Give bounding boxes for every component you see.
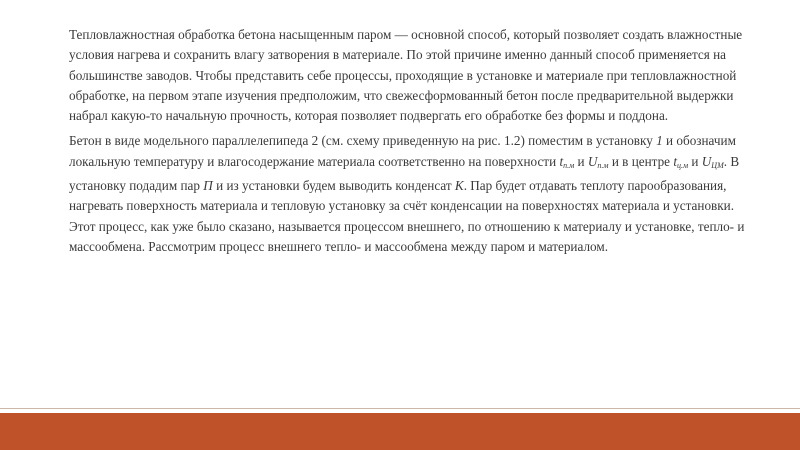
p2-text-1: Бетон в виде модельного параллелепипеда 2 (см. схему приведенную на рис. 1.2) поместим в установку bbox=[69, 133, 657, 149]
symbol-t-center: $t_{ц.м}$ bbox=[673, 153, 689, 170]
p2-number-1: 1 bbox=[656, 133, 663, 149]
symbol-condensate: К bbox=[454, 178, 464, 194]
p2-text-3: и bbox=[574, 153, 588, 169]
p2-text-7: и из установки будем выводить конденсат bbox=[212, 178, 455, 194]
p2-text-6: . В установку подадим пар bbox=[69, 153, 740, 194]
symbol-steam: П bbox=[203, 178, 213, 194]
footer-bar bbox=[0, 413, 800, 450]
p2-text-8: . Пар будет отдавать теплоту парообразования, нагревать поверхность материала и тепловую установку за счёт конденсации на поверхностях материала и установки. Этот процесс, как уже было сказано, называется процессом внешнего, по отношению к материалу и установке, тепло- и массообмена. Рассмотрим процесс внешнего тепло- и массообмена между паром и материалом. bbox=[69, 178, 745, 254]
footer-divider bbox=[0, 408, 800, 409]
paragraph-2 bbox=[69, 131, 749, 257]
symbol-t-surface: $t_{п.м}$ bbox=[559, 153, 575, 170]
p2-text-2: и обозначим локальную температуру и влагосодержание материала соответственно на поверхности bbox=[69, 133, 736, 169]
p2-text-5: и bbox=[688, 153, 702, 169]
text-content bbox=[69, 25, 749, 257]
paragraph-1: Тепловлажностная обработка бетона насыщенным паром — основной способ, который позволяет создать влажностные условия нагрева и сохранить влагу затворения в материале. По этой причине именно данный способ применяется на большинстве заводов. Чтобы представить себе процессы, проходящие в установке и материале при тепловлажностной обработке, на первом этапе изучения предположим, что свежесформованный бетон после предварительной выдержки набрал какую-то начальную прочность, которая позволяет подвергать его обработке без формы и поддона. bbox=[69, 27, 743, 124]
symbol-u-surface: $U_{п.м}$ bbox=[587, 153, 609, 170]
p2-text-4: и в центре bbox=[608, 153, 674, 169]
symbol-u-center: $U_{ЦМ}$ bbox=[701, 153, 724, 170]
